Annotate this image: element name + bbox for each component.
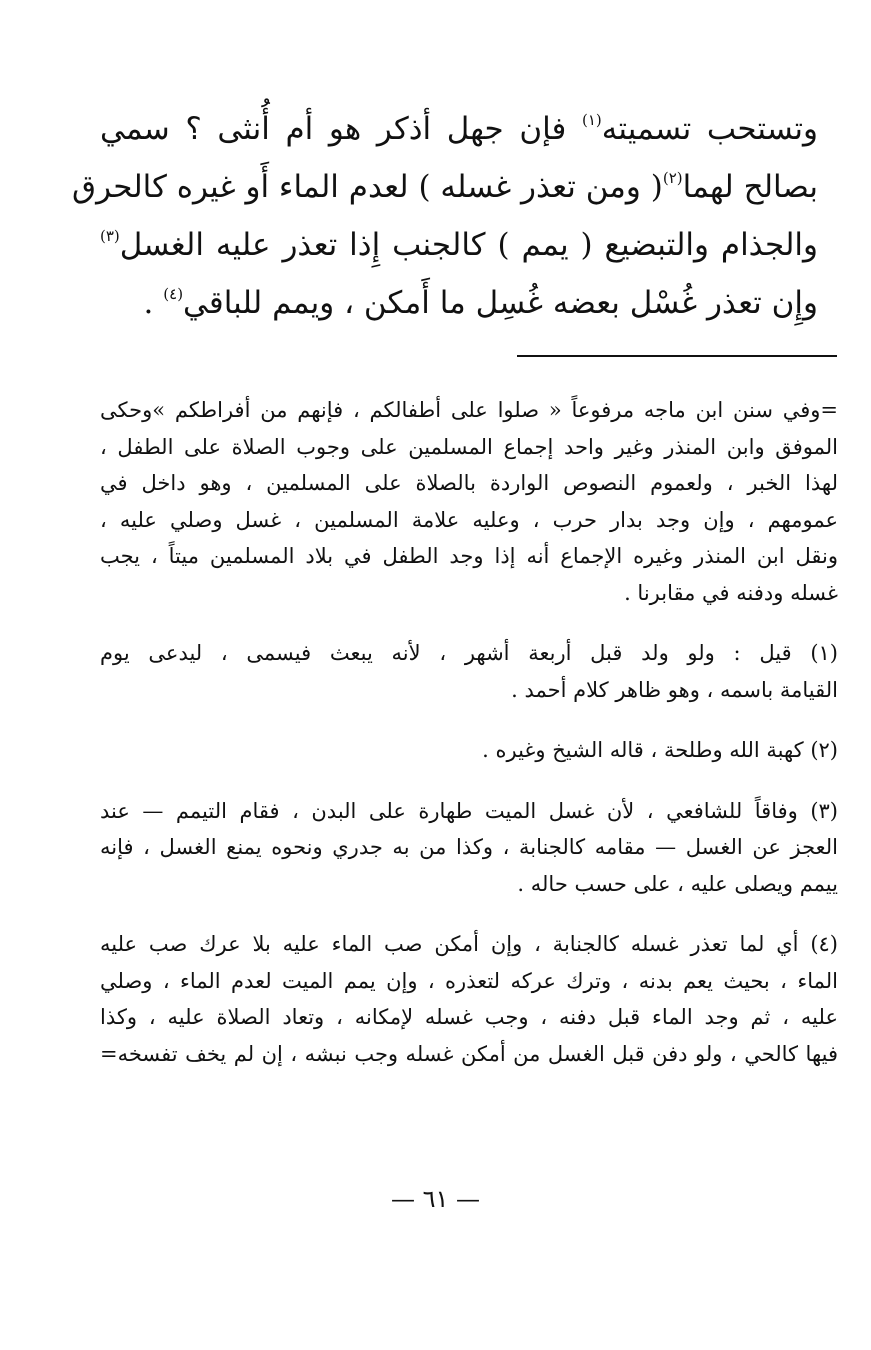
footnote-line: الماء ، بحيث يعم بدنه ، وترك عركه لتعذره ، وإن يمم الميت لعدم الماء ، وصلي (100, 968, 838, 993)
footnote-line: (٣) وفاقاً للشافعي ، لأن غسل الميت طهارة على البدن ، فقام التيمم — عند (100, 798, 838, 823)
main-line-text: بصالح لهما (682, 169, 818, 205)
main-line-text: وتستحب تسميته (601, 111, 818, 147)
main-line (100, 216, 818, 274)
footnote-marker: (١) (582, 111, 602, 129)
footnote-line: العجز عن الغسل — مقامه كالجنابة ، وكذا من به جدري ونحوه يمنع الغسل ، فإنه (100, 835, 838, 859)
footnote-line: ييمم ويصلى عليه ، على حسب حاله . (517, 871, 838, 896)
main-line-text: فإن جهل أذكر هو أم أُنثى ؟ سمي (100, 111, 582, 147)
footnote-continuation (100, 392, 838, 611)
main-line-text: والجذام والتبضيع ( يمم ) كالجنب إِذا تعذر عليه الغسل (119, 227, 818, 263)
footnote-line: القيامة باسمه ، وهو ظاهر كلام أحمد . (511, 677, 838, 702)
footnotes-section (100, 392, 838, 1096)
footnote-1 (100, 635, 838, 708)
footnote-line: الموفق وابن المنذر وغير واحد إجماع المسلمين على وجوب الصلاة على الطفل ، (100, 434, 838, 459)
footnote-line: غسله ودفنه في مقابرنا . (624, 580, 838, 605)
main-line-text: ( ومن تعذر غسله ) لعدم الماء أَو غيره كالحرق (72, 169, 663, 205)
footnote-line: لهذا الخبر ، ولعموم النصوص الواردة بالصلاة على المسلمين ، وهو داخل في (100, 471, 838, 495)
footnote-2 (100, 732, 838, 769)
main-line (100, 100, 818, 158)
footnote-line: (١) قيل : ولو ولد قبل أربعة أشهر ، لأنه يبعث فيسمى ، ليدعى يوم (100, 641, 838, 665)
footnote-line: عليه ، ثم وجد الماء قبل دفنه ، وجب غسله لإمكانه ، وتعاد الصلاة عليه ، وكذا (100, 1005, 838, 1029)
footnote-3 (100, 793, 838, 903)
footnote-marker: (٣) (100, 227, 120, 245)
main-line (72, 158, 818, 216)
main-line-text: وإِن تعذر غُسْل بعضه غُسِل ما أَمكن ، ويمم للباقي (183, 285, 818, 321)
footnote-line: فيها كالحي ، ولو دفن قبل الغسل من أمكن غسله وجب نبشه ، إن لم يخف تفسخه= (100, 1041, 838, 1066)
main-text-block (72, 100, 818, 332)
footnote-line: عمومهم ، وإن وجد بدار حرب ، وعليه علامة المسلمين ، غسل وصلي عليه ، (100, 507, 838, 532)
footnote-line: =وفي سنن ابن ماجه مرفوعاً « صلوا على أطفالكم ، فإنهم من أفراطكم »وحكى (100, 398, 838, 422)
footnote-line: ونقل ابن المنذر وغيره الإجماع أنه إذا وجد الطفل في بلاد المسلمين ميتاً ، يجب (100, 544, 838, 568)
footnote-marker: (٤) (163, 285, 184, 303)
footnote-line: (٤) أي لما تعذر غسله كالجنابة ، وإن أمكن صب الماء عليه بلا عرك صب عليه (100, 932, 838, 956)
footnote-marker: (٢) (662, 169, 683, 187)
footnote-line: (٢) كهبة الله وطلحة ، قاله الشيخ وغيره . (482, 738, 838, 762)
footnote-4 (100, 926, 838, 1072)
main-line-text: . (143, 285, 164, 321)
footnote-separator-rule (517, 355, 837, 357)
page-number: — ٦١ — (390, 1185, 481, 1213)
main-line (100, 274, 818, 332)
